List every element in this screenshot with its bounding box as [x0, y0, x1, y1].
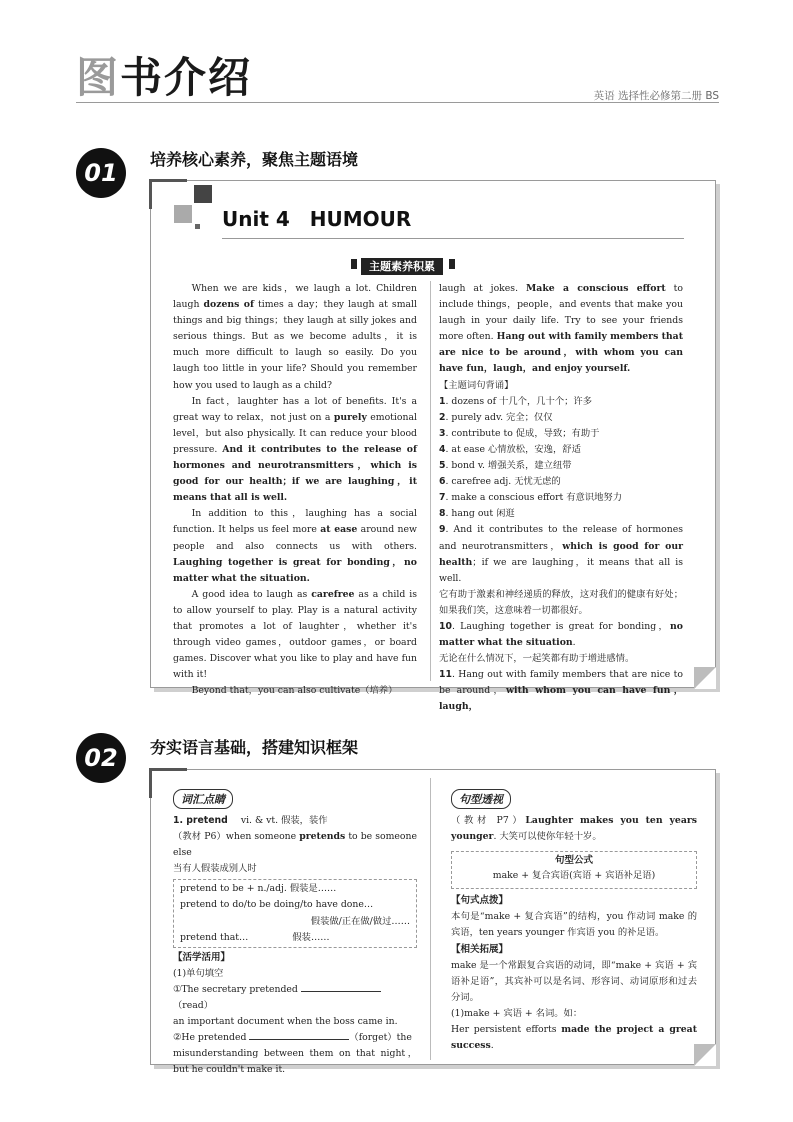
card1: [150, 180, 716, 713]
paragraph: [439, 506, 683, 522]
paragraph: [439, 281, 683, 378]
text-run: around new people and also connects us with others.: [173, 524, 417, 552]
item-number: 7: [439, 492, 446, 504]
text-run: Beyond that，you can also cultivate（培养）: [191, 685, 398, 697]
usage-line-4: pretend that…: [180, 931, 249, 943]
text-run: . Hang out with family members that are nice to be around，: [439, 669, 683, 697]
paragraph: [439, 490, 683, 506]
vocab-pill: 词汇点睛: [173, 789, 233, 809]
card2-divider: [430, 778, 431, 1060]
column-divider: [430, 281, 431, 681]
text-run: . bond v. 增强关系，建立纽带: [445, 460, 572, 472]
paragraph: [173, 506, 417, 586]
item-number: 8: [439, 508, 446, 520]
bold-phrase: pretends: [299, 831, 346, 843]
text-run: A good idea to laugh as: [191, 588, 312, 600]
text-run: . dozens of 十几个，几十个；许多: [445, 395, 593, 407]
text-run: . And it contributes to the release of hormones and neurotransmitters，: [439, 524, 683, 552]
unit-title-rule: [222, 238, 684, 239]
ext-example: [451, 1022, 697, 1054]
bold-phrase: Hang out with family members that are nice to be around，with whom you can have fun，laugh，and enjoy yourself.: [439, 331, 683, 375]
paragraph: [439, 651, 683, 667]
vocab-word-line: 1. pretend vi. & vt. 假装，装作: [173, 815, 328, 826]
item-number: 4: [439, 443, 446, 455]
bold-phrase: dozens of: [203, 299, 254, 311]
q1-text: ①The secretary pretended: [173, 983, 298, 995]
passage-right-column: [439, 281, 683, 716]
usage-line-2: pretend to do/to be doing/to have done…: [180, 899, 374, 911]
deco-square-dark: [194, 185, 212, 203]
text-run: . carefree adj. 无忧无虑的: [445, 476, 561, 488]
q1-continuation: an important document when the boss came in.: [173, 1016, 398, 1028]
deco-square-light: [174, 205, 192, 223]
item-number: 9: [439, 524, 446, 536]
paragraph: [439, 410, 683, 426]
paragraph: [439, 474, 683, 490]
paragraph: [439, 667, 683, 715]
vocab-example: [173, 829, 417, 861]
q2-text: ②He pretended: [173, 1032, 247, 1044]
text-run: 【主题词句背诵】: [439, 379, 514, 391]
text-run: emotional level，but also physically. It can reduce your blood pressure.: [173, 411, 417, 455]
subject-label: 英语 选择性必修第二册 BS: [593, 90, 719, 102]
text-run: times a day；they laugh at small things and big things；they laugh at silly jokes and serious things. But as we become adults，it is much more difficult to laugh so easily. Do you laugh too little in your life? Should you remember how you used to laugh as a child?: [173, 299, 417, 391]
usage-line-1: pretend to be + n./adj. 假装是……: [180, 883, 337, 895]
formula-box: [451, 851, 697, 889]
section1-heading: 培养核心素养，聚焦主题语境: [150, 150, 359, 169]
text-run: （教材 P7）: [451, 815, 526, 826]
card2: [150, 769, 716, 1076]
paragraph: [439, 394, 683, 410]
item-number: 10: [439, 620, 452, 632]
bold-phrase: which is good for our health: [439, 540, 683, 568]
text-run: .: [572, 637, 576, 649]
text-run: . at ease 心情放松，安逸，舒适: [445, 443, 581, 455]
bold-phrase: at ease: [320, 524, 358, 536]
book-intro-title: [76, 52, 252, 104]
text-run: When we are kids，we laugh a lot. Children laugh: [173, 283, 417, 311]
item-number: 5: [439, 460, 446, 472]
deco-square-small: [195, 224, 200, 229]
text-run: to include things，people，and events that make you laugh in your daily life. Try to see your friends more often.: [439, 283, 684, 343]
paragraph: [439, 522, 683, 586]
point-heading: 【句式点拨】: [451, 895, 509, 907]
paragraph: [173, 587, 417, 684]
text-run: 它有助于激素和神经递质的释放，这对我们的健康有好处；如果我们笑，这意味着一切都很好。: [439, 588, 683, 616]
text-run: 无论在什么情况下，一起笑都有助于增进感情。: [439, 653, 635, 665]
usage-line-3: 假装做/正在做/做过……: [310, 915, 410, 927]
bold-phrase: purely: [333, 411, 367, 423]
q1-hint: （read）: [173, 1000, 214, 1012]
sentence-pill: 句型透视: [451, 789, 511, 809]
practice-sub: (1)单句填空: [173, 967, 224, 979]
bold-phrase: with whom you can have fun，laugh，: [439, 685, 683, 713]
text-run: . Laughing together is great for bonding，: [451, 620, 671, 632]
vocab-word-pos: vi. & vt. 假装，装作: [240, 815, 328, 826]
text-run: （教材 P6）when someone: [173, 831, 300, 843]
q2-hint: （forget）the: [349, 1032, 412, 1044]
formula-title: 句型公式: [554, 855, 593, 867]
paragraph: [439, 587, 683, 619]
text-run: to be someone else: [173, 831, 417, 859]
bold-phrase: no matter what the situation: [439, 620, 683, 649]
paragraph: [173, 394, 417, 507]
q1-blank[interactable]: [301, 991, 381, 992]
title-char-2: 书: [120, 53, 165, 102]
unit-title: Unit 4 HUMOUR: [222, 207, 412, 231]
bold-phrase: And it contributes to the release of hormones and neurotransmitters，which is good for our health；if we are laughing，it means that all is well.: [173, 443, 417, 504]
text-run: Her persistent efforts: [451, 1024, 562, 1036]
sentence-column: [451, 788, 697, 1054]
item-number: 6: [439, 476, 446, 488]
title-char-3: 介: [164, 53, 209, 102]
title-char-1: 图: [76, 53, 121, 102]
passage-left-column: [173, 281, 417, 699]
bold-phrase: Laughing together is great for bonding，no matter what the situation.: [173, 556, 417, 584]
usage-line-4-cn: 假装……: [292, 931, 330, 943]
paragraph: [173, 281, 417, 394]
text-run: ；if we are laughing，it means that all is well.: [439, 556, 683, 584]
badge-topic: 主题素养积累: [361, 258, 443, 275]
text-run: . make a conscious effort 有意识地努力: [445, 492, 623, 504]
vocab-word: pretend: [186, 815, 228, 826]
page-fold-2-flap: [694, 1044, 716, 1066]
paragraph: [439, 378, 683, 394]
paragraph: [439, 619, 683, 651]
paragraph: [439, 458, 683, 474]
section-number-01: 01: [76, 148, 126, 198]
pretend-usage-box: [173, 879, 417, 947]
text-run: laugh at jokes.: [439, 283, 527, 294]
item-number: 1: [439, 395, 446, 407]
text-run: as a child is to allow yourself to play. Play is a natural activity that promotes a lot of laughter，whether it's through video games，outdoor games，or board games. Discover what you like to play and have fun with it!: [173, 588, 418, 681]
bold-phrase: Laughter makes you ten years younger: [451, 815, 697, 843]
formula-text: make + 复合宾语(宾语 + 宾语补足语): [492, 870, 656, 882]
text-run: .: [490, 1040, 494, 1052]
page-fold-1-flap: [694, 667, 716, 689]
ext-text: make 是一个常跟复合宾语的动词，即“make + 宾语 + 宾语补足语”，其宾补可以是名词、形容词、动词原形和过去分词。: [451, 959, 697, 1003]
bold-phrase: carefree: [311, 588, 355, 600]
item-number: 3: [439, 427, 446, 439]
text-run: In fact，laughter has a lot of benefits. It's a great way to relax，not just on a: [173, 395, 417, 423]
item-number: 11: [439, 669, 452, 681]
q2-blank[interactable]: [249, 1039, 349, 1040]
text-run: . hang out 闲逛: [445, 508, 515, 520]
corner-bracket: [149, 179, 187, 182]
paragraph: [439, 442, 683, 458]
point-text: 本句是“make + 复合宾语”的结构，you 作动词 make 的宾语，ten years younger 作宾语 you 的补足语。: [451, 911, 697, 939]
section-number-02: 02: [76, 733, 126, 783]
ext-heading: 【相关拓展】: [451, 943, 509, 955]
paragraph: [173, 683, 417, 699]
section2-heading: 夯实语言基础，搭建知识框架: [150, 738, 359, 757]
badge-wrap: [361, 255, 443, 273]
text-run: . contribute to 促成，导致；有助于: [445, 427, 600, 439]
ext-sub: (1)make + 宾语 + 名词。如：: [451, 1007, 583, 1019]
bold-phrase: made the project a great success: [451, 1024, 697, 1052]
vocab-column: [173, 788, 417, 1079]
q2-continuation: misunderstanding between them on that night，but he couldn't make it.: [173, 1048, 417, 1076]
title-char-4: 绍: [208, 53, 253, 102]
corner-bracket-v: [149, 179, 152, 209]
text-run: In addition to this，laughing has a social function. It helps us feel more: [173, 508, 417, 536]
vocab-example-cn: 当有人假装成别人时: [173, 863, 257, 875]
bold-phrase: Make a conscious effort: [526, 283, 666, 294]
text-run: . 大笑可以使你年轻十岁。: [493, 831, 602, 843]
text-run: . purely adv. 完全；仅仅: [445, 411, 553, 423]
paragraph: [439, 426, 683, 442]
sentence-example: [451, 813, 697, 845]
item-number: 2: [439, 411, 446, 423]
practice-heading: 【活学活用】: [173, 951, 231, 963]
